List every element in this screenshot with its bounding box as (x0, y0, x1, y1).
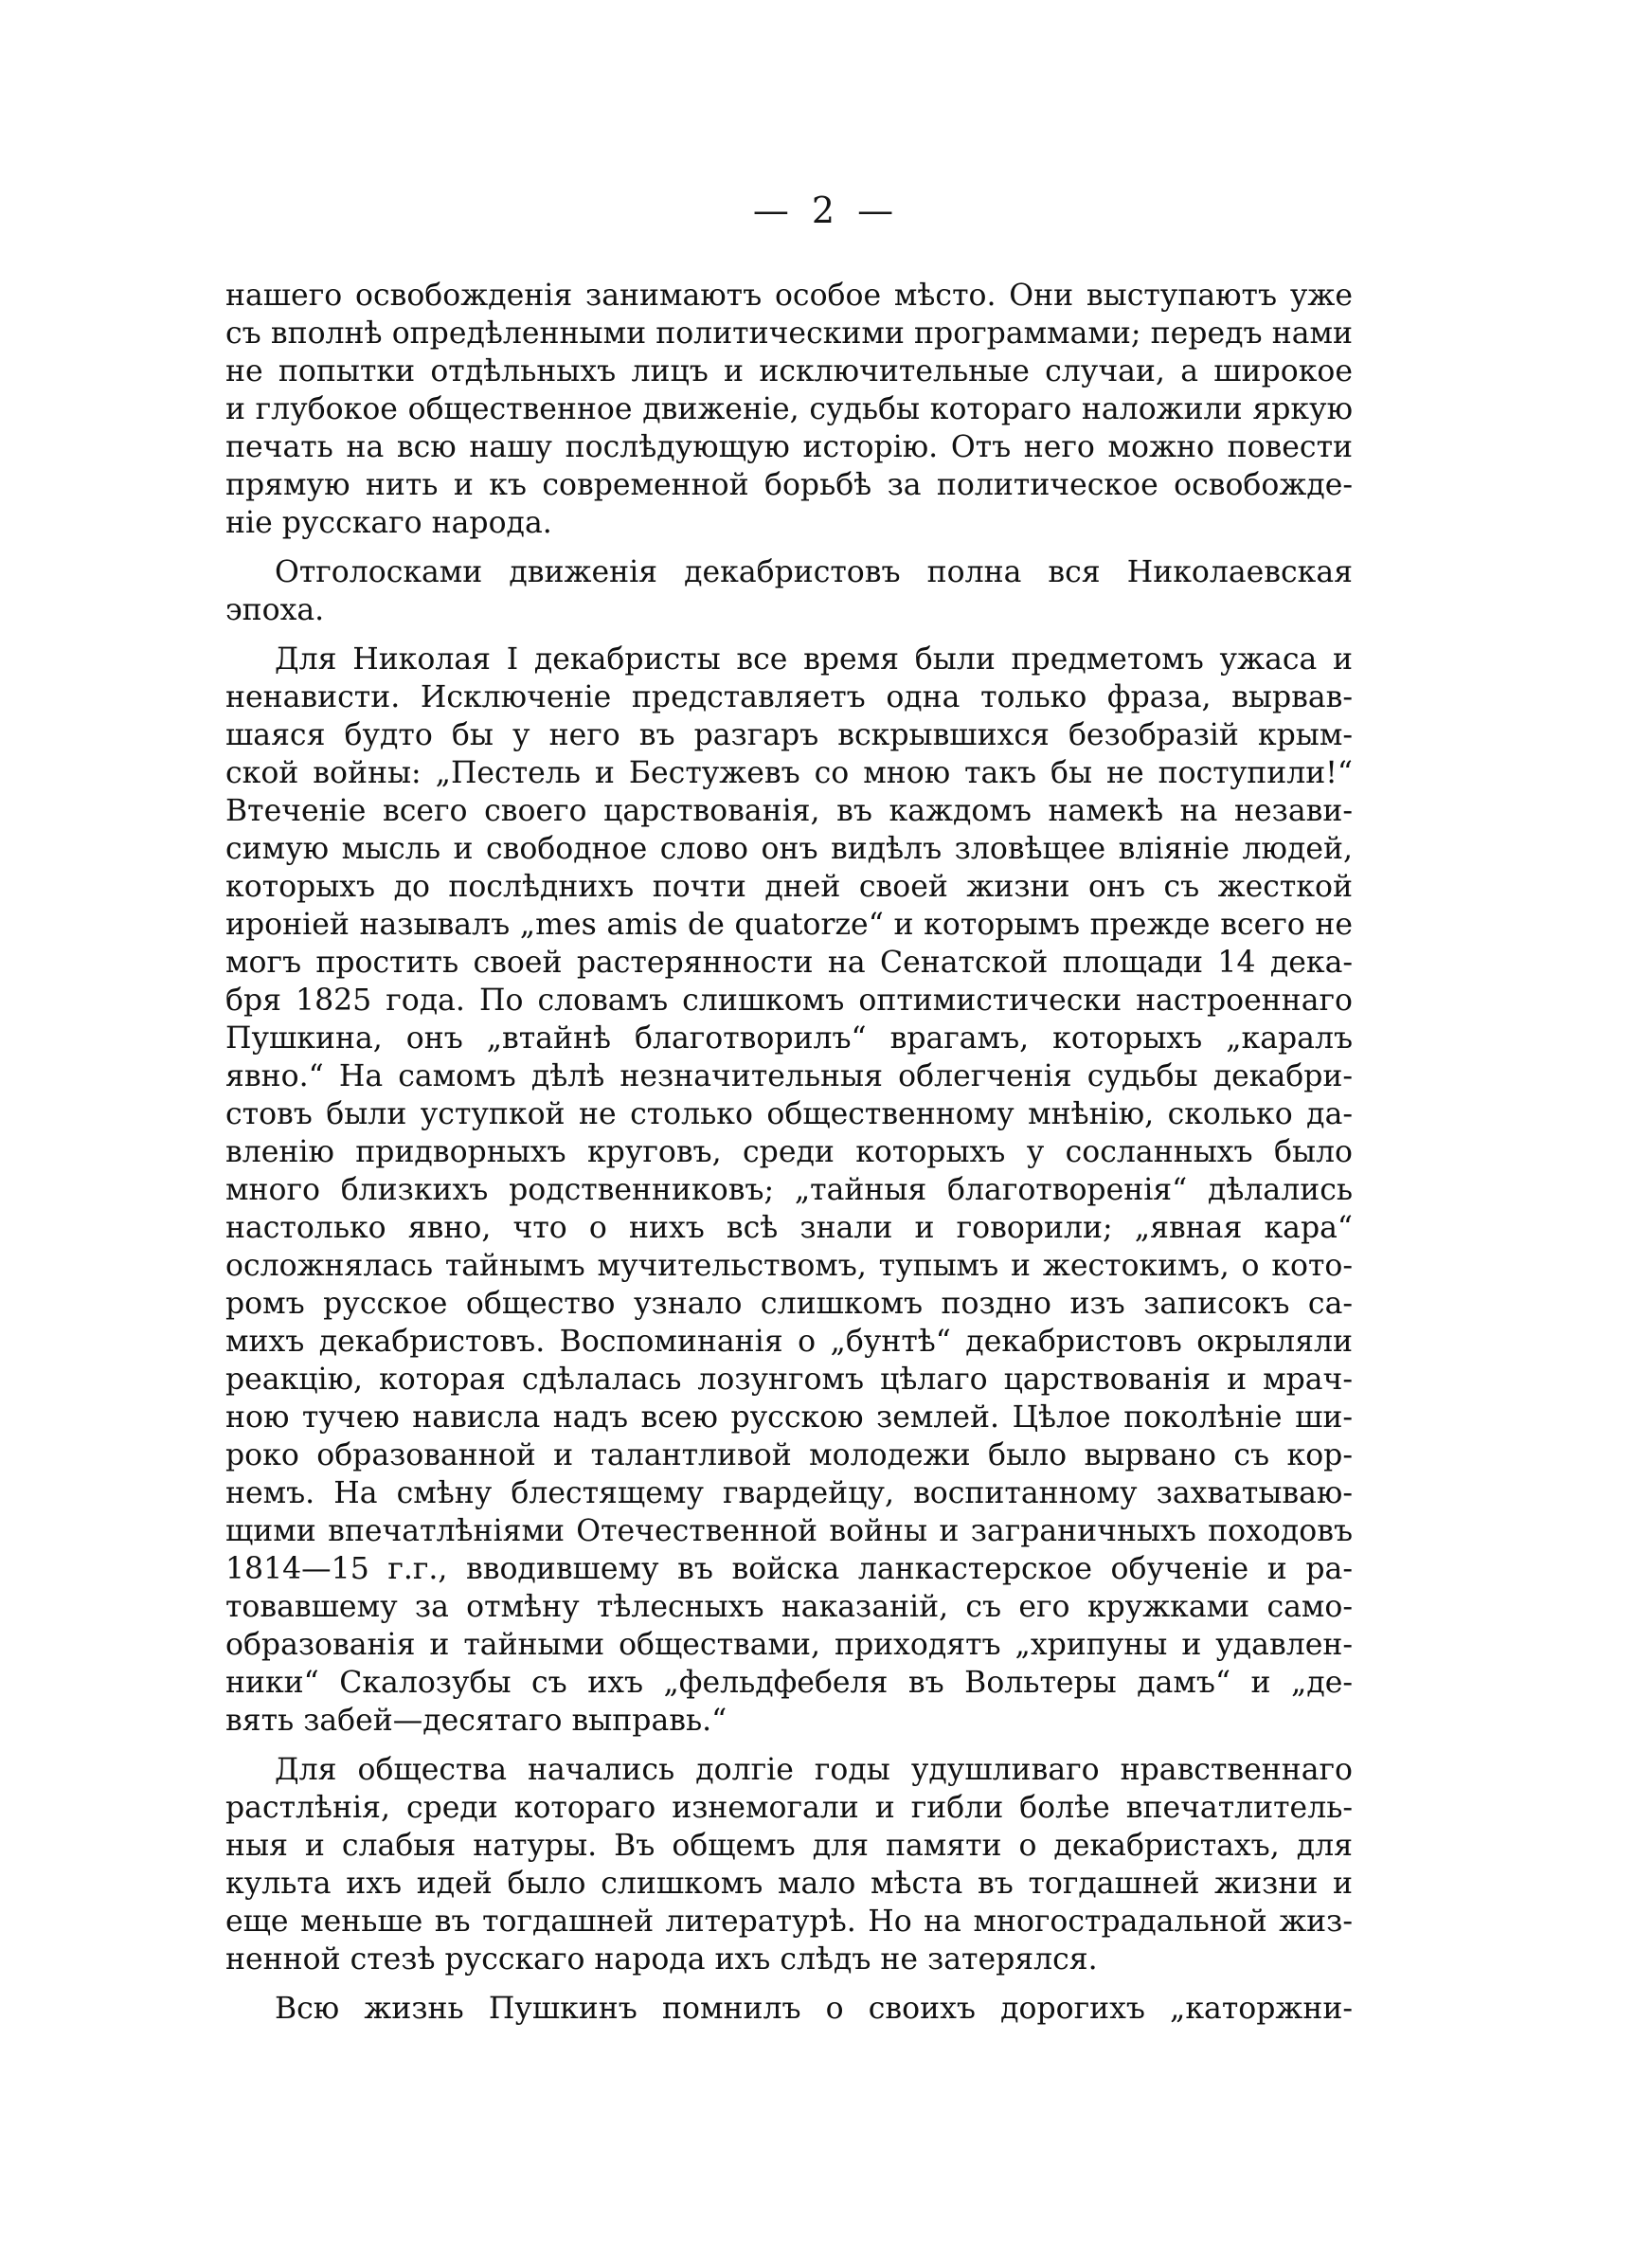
text-line: Всю жизнь Пушкинъ помнилъ о своихъ дорогихъ „каторжни- (275, 1992, 1353, 2026)
text-line: не попытки отдѣльныхъ лицъ и исключительные случаи, а широкое (225, 354, 1353, 388)
text-line: нашего освобожденія занимаютъ особое мѣсто. Они выступаютъ уже (225, 279, 1353, 313)
text-line: эпоха. (225, 593, 325, 627)
text-line: роко образованной и талантливой молодежи было вырвано съ кор- (225, 1438, 1353, 1472)
text-line: осложнялась тайнымъ мучительствомъ, тупымъ и жестокимъ, о кото- (225, 1249, 1353, 1283)
text-line: могъ простить своей растерянности на Сенатской площади 14 дека- (225, 946, 1353, 980)
text-line: ненависти. Исключеніе представляетъ одна только фраза, вырвав- (225, 680, 1353, 714)
text-line: михъ декабристовъ. Воспоминанія о „бунтѣ“ декабристовъ окрыляли (225, 1325, 1353, 1359)
paragraph (225, 553, 1353, 629)
text-line: ской войны: „Пестель и Бестужевъ со мною такъ бы не поступили!“ (225, 756, 1353, 790)
text-line: ніе русскаго народа. (225, 506, 552, 540)
text-line: ироніей называлъ „mes amis de quatorze“ и которымъ прежде всего не (225, 908, 1353, 942)
text-line: настолько явно, что о нихъ всѣ знали и говорили; „явная кара“ (225, 1211, 1353, 1245)
text-line: ромъ русское общество узнало слишкомъ поздно изъ записокъ са- (225, 1287, 1353, 1321)
text-line: вять забей—десятаго выправь.“ (225, 1704, 727, 1738)
text-line: щими впечатлѣніями Отечественной войны и заграничныхъ походовъ (225, 1514, 1353, 1548)
text-line: реакцію, которая сдѣлалась лозунгомъ цѣлаго царствованія и мрач- (225, 1363, 1353, 1397)
text-line: Отголосками движенія декабристовъ полна вся Николаевская (275, 555, 1353, 589)
text-line: Втеченіе всего своего царствованія, въ каждомъ намекѣ на незави- (225, 794, 1353, 828)
text-line: симую мысль и свободное слово онъ видѣлъ зловѣщее вліяніе людей, (225, 832, 1353, 866)
text-line: съ вполнѣ опредѣленными политическими программами; передъ нами (225, 316, 1353, 351)
paragraph (225, 277, 1353, 542)
text-line: ныя и слабыя натуры. Въ общемъ для памяти о декабристахъ, для (225, 1829, 1353, 1863)
text-line: ненной стезѣ русскаго народа ихъ слѣдъ не затерялся. (225, 1942, 1098, 1977)
paragraph (225, 1751, 1353, 1978)
text-line: немъ. На смѣну блестящему гвардейцу, воспитанному захватываю- (225, 1476, 1353, 1510)
text-line: еще меньше въ тогдашней литературѣ. Но на многострадальной жиз- (225, 1905, 1353, 1939)
text-line: печать на всю нашу послѣдующую исторію. Отъ него можно повести (225, 430, 1353, 464)
text-line: много близкихъ родственниковъ; „тайныя благотворенія“ дѣлались (225, 1173, 1353, 1207)
text-line: Для Николая I декабристы все время были предметомъ ужаса и (275, 642, 1353, 677)
text-line: и глубокое общественное движеніе, судьбы котораго наложили яркую (225, 392, 1353, 426)
text-line: вленію придворныхъ круговъ, среди которыхъ у сосланныхъ было (225, 1135, 1353, 1169)
text-line: Пушкина, онъ „втайнѣ благотворилъ“ врагамъ, которыхъ „каралъ (225, 1021, 1353, 1056)
page-number: — 2 — (752, 190, 900, 231)
text-line: которыхъ до послѣднихъ почти дней своей жизни онъ съ жесткой (225, 870, 1353, 904)
paragraph (225, 641, 1353, 1740)
text-line: ники“ Скалозубы съ ихъ „фельдфебеля въ Вольтеры дамъ“ и „де- (225, 1666, 1353, 1700)
text-line: бря 1825 года. По словамъ слишкомъ оптимистически настроеннаго (225, 984, 1353, 1018)
text-line: шаяся будто бы у него въ разгаръ вскрывшихся безобразій крым- (225, 718, 1353, 752)
body-text (225, 277, 1353, 2028)
text-line: культа ихъ идей было слишкомъ мало мѣста въ тогдашней жизни и (225, 1867, 1353, 1901)
text-line: 1814—15 г.г., вводившему въ войска ланкастерское обученіе и ра- (225, 1552, 1353, 1586)
text-line: прямую нить и къ современной борьбѣ за политическое освобожде- (225, 468, 1353, 502)
text-line: ною тучею нависла надъ всею русскою землей. Цѣлое поколѣніе ши- (225, 1400, 1353, 1435)
text-line: Для общества начались долгіе годы удушливаго нравственнаго (275, 1753, 1353, 1787)
paragraph (225, 1990, 1353, 2028)
text-line: явно.“ На самомъ дѣлѣ незначительныя облегченія судьбы декабри- (225, 1059, 1353, 1093)
text-line: растлѣнія, среди котораго изнемогали и гибли болѣе впечатлитель- (225, 1791, 1353, 1825)
text-line: товавшему за отмѣну тѣлесныхъ наказаній, съ его кружками само- (225, 1590, 1353, 1624)
text-line: стовъ были уступкой не столько общественному мнѣнію, сколько да- (225, 1097, 1353, 1131)
text-line: образованія и тайными обществами, приходятъ „хрипуны и удавлен- (225, 1628, 1353, 1662)
